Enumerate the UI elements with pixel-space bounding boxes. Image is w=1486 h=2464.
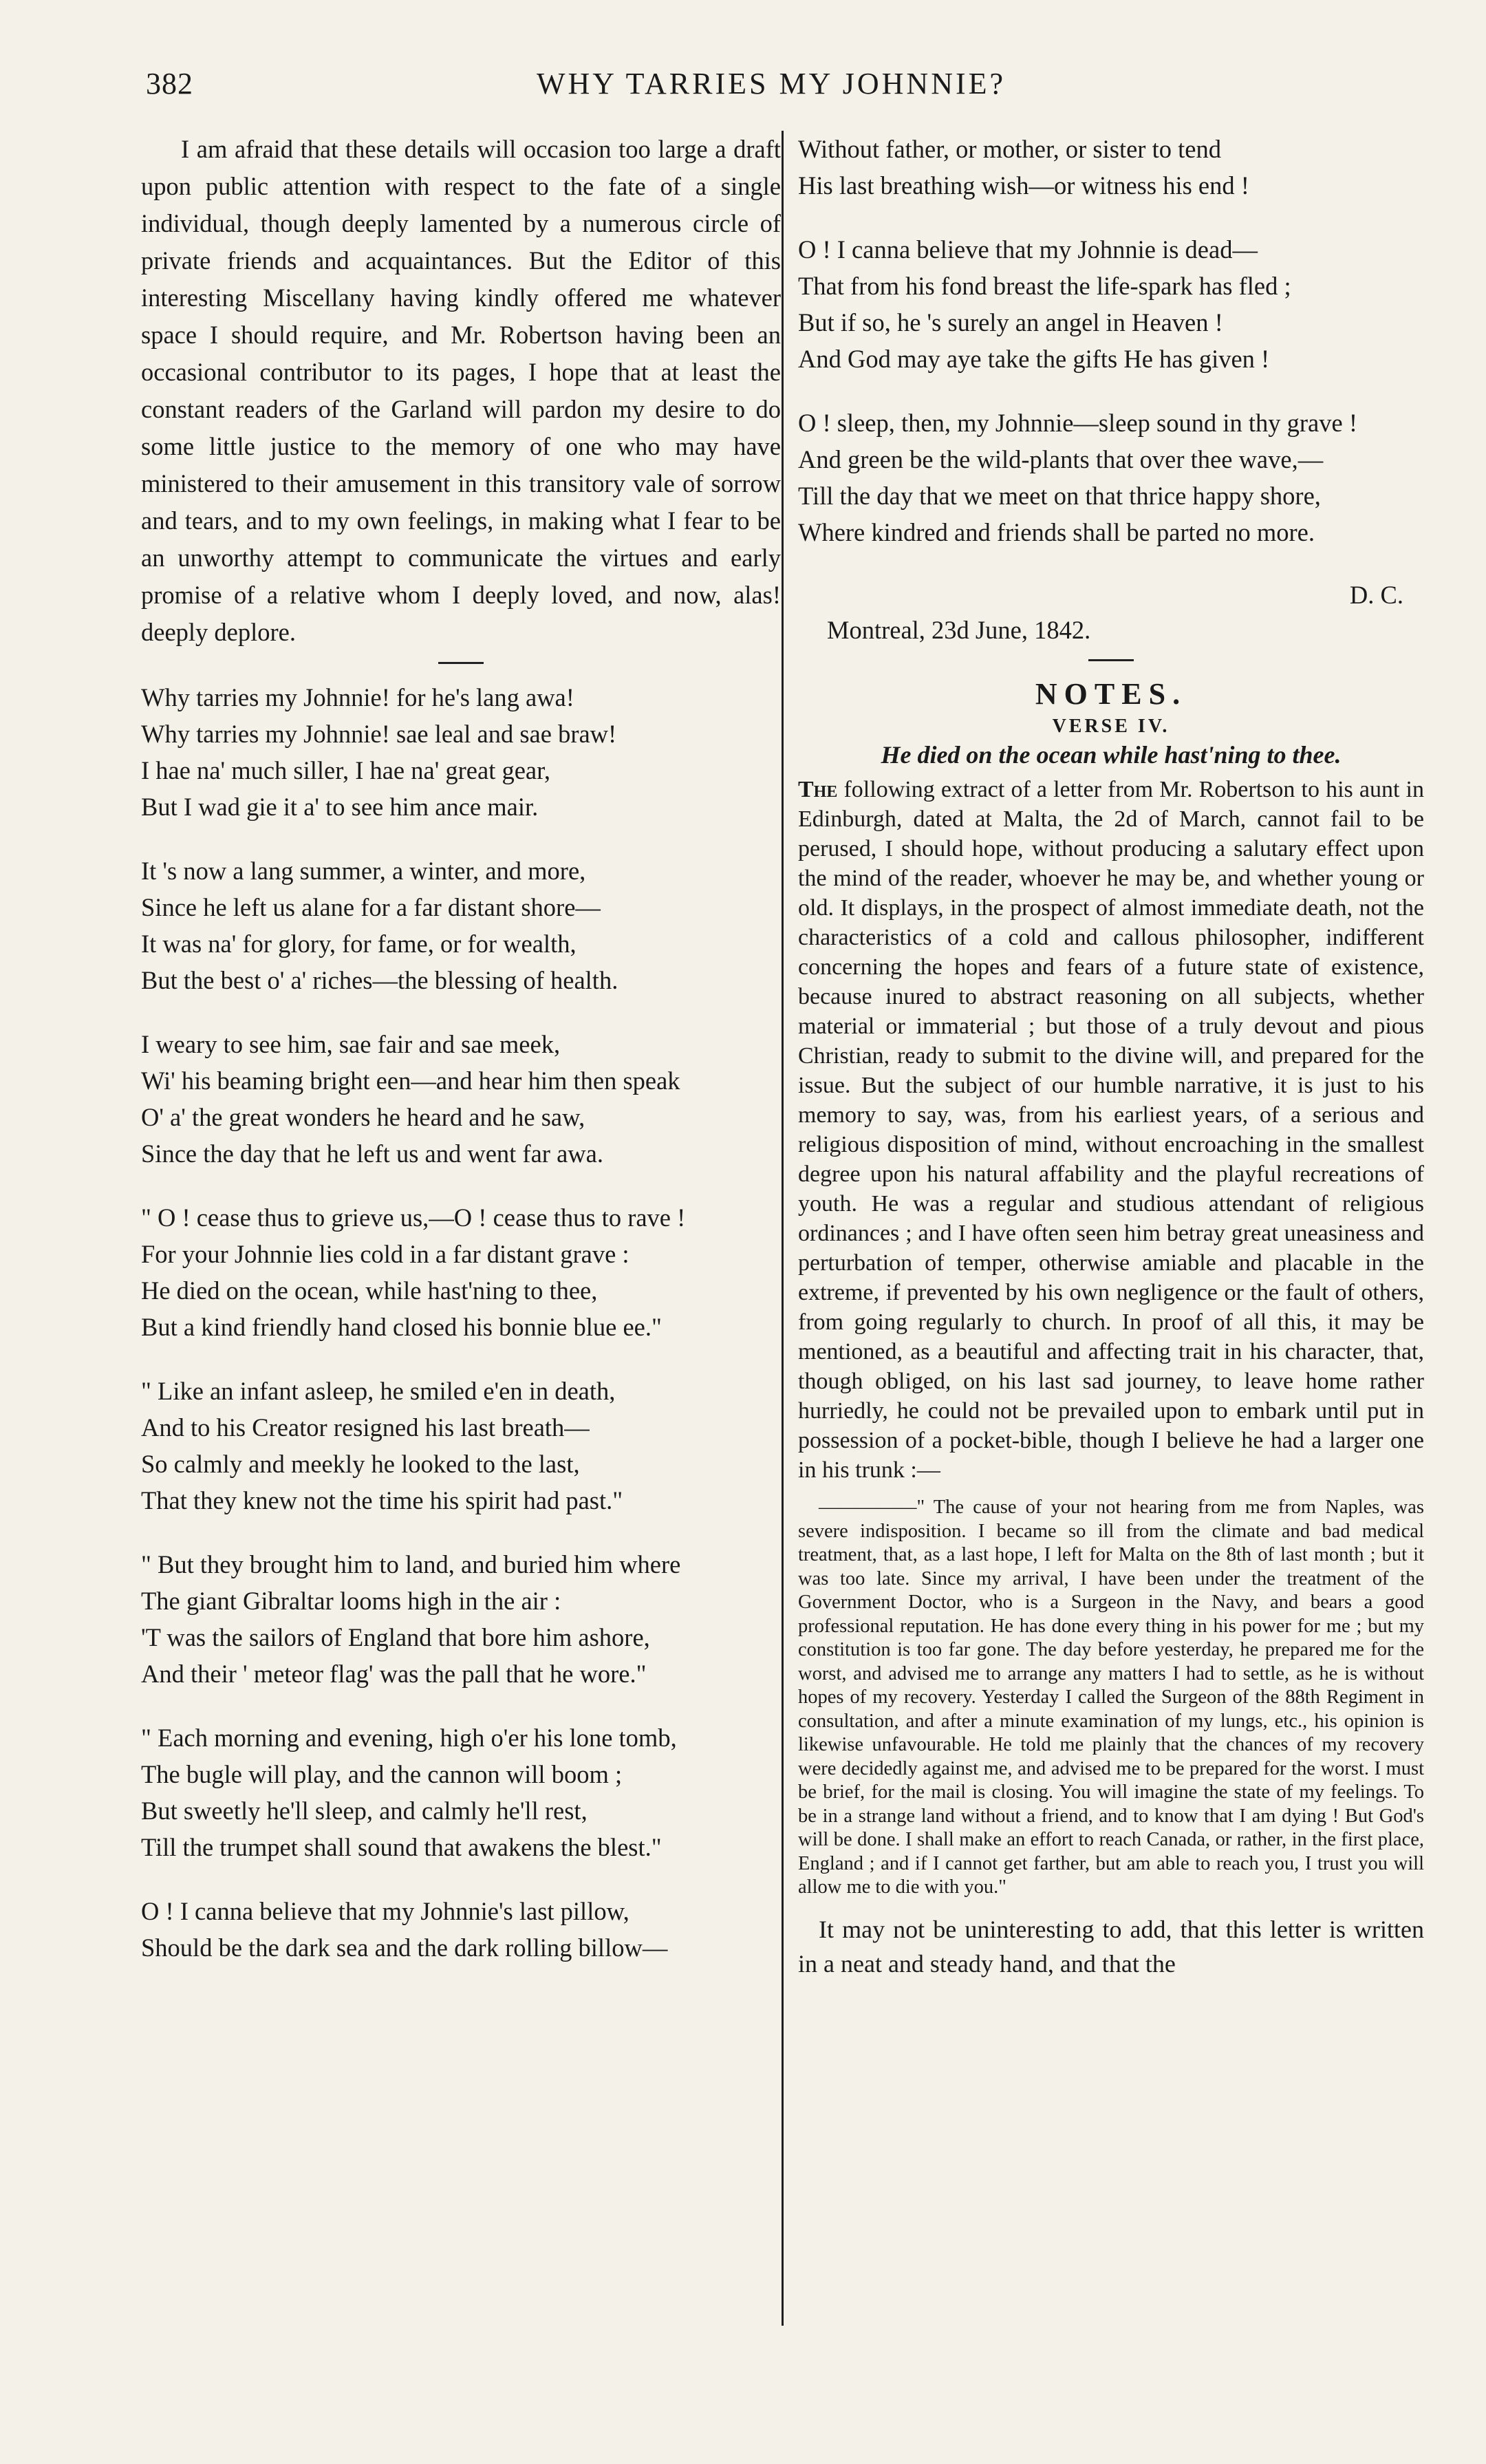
verse-line: So calmly and meekly he looked to the last, xyxy=(141,1450,580,1478)
running-title: WHY TARRIES MY JOHNNIE? xyxy=(537,67,1006,100)
note-first-word: The xyxy=(798,777,838,802)
intro-paragraph: I am afraid that these details will occasion too large a draft upon public attention with respect to the fate of a single individual, though deeply lamented by a numerous circle of private friends and acquaintances. But the Editor of this interesting Miscellany having kindly offered me whatever space I should require, and Mr. Robertson having been an occasional contributor to its pages, I hope that at least the constant readers of the Garland will pardon my desire to do some little justice to the memory of one who may have ministered to their amusement in this transitory vale of sorrow and tears, and to my own feelings, in making what I fear to be an unworthy attempt to communicate the virtues and early promise of a relative whom I deeply loved, and now, alas! deeply deplore. xyxy=(141,135,781,646)
verse-quote: He died on the ocean while hast'ning to thee. xyxy=(881,741,1342,769)
letter-extract: —————" The cause of your not hearing from me from Naples, was severe indisposition. I became so ill from the climate and bad medical treatment, that, as a last hope, I left for Malta on the 8th of last month ; but it was too late. Since my arrival, I have been under the treatment of the Government Doctor, who is a Surgeon in the Navy, and bears a good professional reputation. He has done every thing in his power for me ; but my constitution is too far gone. The day before yesterday, he prepared me for the worst, and advised me to arrange any matters I had to settle, as he is without hopes of my recovery. Yesterday I called the Surgeon of the 88th Regiment in consultation, and after a minute examination of my lungs, etc., his opinion is likewise unfavourable. He told me plainly that the chances of my recovery were decidedly against me, and advised me to be prepared for the worst. I must be brief, for the mail is closing. You will imagine the state of my feelings. To be in a strange land without a friend, and to know that I am dying ! But God's will be done. I shall make an effort to reach Canada, or rather, in the first place, England ; and if I cannot get farther, but am able to reach you, I trust you will allow me to die with you." xyxy=(798,1497,1424,1898)
verse-line: That from his fond breast the life-spark has fled ; xyxy=(798,272,1291,300)
left-stanza xyxy=(141,1026,781,1172)
notes-separator xyxy=(1088,659,1134,661)
verse-line: But I wad gie it a' to see him ance mair. xyxy=(141,793,539,821)
verse-line: O' a' the great wonders he heard and he saw, xyxy=(141,1103,585,1131)
notes-title: NOTES. xyxy=(1035,677,1187,711)
verse-line: Till the trumpet shall sound that awakens the blest." xyxy=(141,1833,662,1861)
right-stanza xyxy=(798,231,1424,377)
verse-line: Why tarries my Johnnie! sae leal and sae braw! xyxy=(141,720,617,748)
verse-line: Why tarries my Johnnie! for he's lang awa! xyxy=(141,683,574,711)
verse-line: O ! I canna believe that my Johnnie's last pillow, xyxy=(141,1897,629,1925)
verse-line: But the best o' a' riches—the blessing of health. xyxy=(141,966,618,994)
verse-line: Without father, or mother, or sister to tend xyxy=(798,135,1221,163)
verse-line: But a kind friendly hand closed his bonnie blue ee." xyxy=(141,1313,662,1341)
verse-line: It was na' for glory, for fame, or for wealth, xyxy=(141,930,577,958)
left-stanza xyxy=(141,1720,781,1865)
left-stanza xyxy=(141,1199,781,1345)
poem-left xyxy=(141,679,781,1966)
verse-line: Since he left us alane for a far distant shore— xyxy=(141,893,601,921)
left-stanza xyxy=(141,1893,781,1966)
left-column xyxy=(141,131,781,1993)
verse-line: " Each morning and evening, high o'er his lone tomb, xyxy=(141,1724,677,1752)
verse-line: I weary to see him, sae fair and sae meek, xyxy=(141,1030,561,1058)
verse-line: Since the day that he left us and went far awa. xyxy=(141,1139,603,1168)
right-stanza xyxy=(798,131,1424,204)
left-stanza xyxy=(141,853,781,998)
verse-line: But sweetly he'll sleep, and calmly he'll rest, xyxy=(141,1797,588,1825)
verse-line: The bugle will play, and the cannon will boom ; xyxy=(141,1760,623,1788)
verse-line: Should be the dark sea and the dark rolling billow— xyxy=(141,1933,668,1962)
verse-line: He died on the ocean, while hast'ning to thee, xyxy=(141,1276,598,1305)
verse-line: I hae na' much siller, I hae na' great gear, xyxy=(141,756,550,784)
column-divider xyxy=(782,131,784,2326)
page-number: 382 xyxy=(146,67,193,100)
verse-line: And to his Creator resigned his last breath— xyxy=(141,1413,590,1442)
verse-line: For your Johnnie lies cold in a far distant grave : xyxy=(141,1240,629,1268)
section-separator xyxy=(438,662,484,664)
verse-line: Where kindred and friends shall be parted no more. xyxy=(798,518,1315,546)
left-stanza xyxy=(141,679,781,825)
verse-line: O ! sleep, then, my Johnnie—sleep sound in thy grave ! xyxy=(798,409,1357,437)
verse-line: 'T was the sailors of England that bore him ashore, xyxy=(141,1623,650,1651)
verse-line: Till the day that we meet on that thrice happy shore, xyxy=(798,482,1321,510)
right-stanza xyxy=(798,405,1424,550)
verse-line: Wi' his beaming bright een—and hear him then speak xyxy=(141,1067,680,1095)
verse-line: And God may aye take the gifts He has given ! xyxy=(798,345,1270,373)
verse-line: And their ' meteor flag' was the pall that he wore." xyxy=(141,1660,647,1688)
verse-line: And green be the wild-plants that over thee wave,— xyxy=(798,445,1324,473)
verse-line: But if so, he 's surely an angel in Heaven ! xyxy=(798,308,1223,336)
left-stanza xyxy=(141,1373,781,1519)
right-column xyxy=(798,131,1424,1981)
verse-line: The giant Gibraltar looms high in the air : xyxy=(141,1587,561,1615)
verse-line: His last breathing wish—or witness his end ! xyxy=(798,171,1249,200)
verse-line: " O ! cease thus to grieve us,—O ! cease thus to rave ! xyxy=(141,1203,686,1232)
verse-line: That they knew not the time his spirit had past." xyxy=(141,1486,623,1514)
note-paragraph xyxy=(798,775,1424,1485)
left-stanza xyxy=(141,1546,781,1692)
note-body-text: following extract of a letter from Mr. Robertson to his aunt in Edinburgh, dated at Malta, the 2d of March, cannot fail to be perused, I should hope, without producing a salutary effect upon the mind of the reader, whoever he may be, and whether young or old. It displays, in the prospect of almost immediate death, not the characteristics of a cold and callous philosopher, indifferent concerning the hopes and fears of a future state of existence, because inured to abstract reasoning on all subjects, whether material or immaterial ; but those of a truly devout and pious Christian, ready to submit to the divine will, and prepared for the issue. But the subject of our humble narrative, it is just to his memory to say, was, from his earliest years, of a serious and religious disposition of mind, without encroaching in the smallest degree upon his natural affability and the playful recreations of youth. He was a regular and studious attendant of religious ordinances ; and I have often seen him betray great uneasiness and perturbation of temper, otherwise amiable and placable in the extreme, if prevented by his own negligence or the fault of others, from going regularly to church. In proof of all this, it may be mentioned, as a beautiful and affecting trait in his character, that, though obliged, on his last sad journey, to leave home rather hurriedly, he could not be prevailed upon to embark until put in possession of a pocket-bible, though I believe he had a larger one in his trunk :— xyxy=(798,777,1424,1483)
dateline: Montreal, 23d June, 1842. xyxy=(827,616,1091,644)
verse-line: " Like an infant asleep, he smiled e'en in death, xyxy=(141,1377,616,1405)
verse-line: O ! I canna believe that my Johnnie is dead— xyxy=(798,235,1258,264)
poem-right xyxy=(798,131,1424,550)
verse-line: " But they brought him to land, and buried him where xyxy=(141,1550,681,1578)
verse-label: VERSE IV. xyxy=(1052,716,1170,737)
closing-paragraph: It may not be uninteresting to add, that this letter is written in a neat and steady hand, and that the xyxy=(798,1915,1424,1978)
signature: D. C. xyxy=(1349,581,1403,609)
verse-line: It 's now a lang summer, a winter, and more, xyxy=(141,857,586,885)
